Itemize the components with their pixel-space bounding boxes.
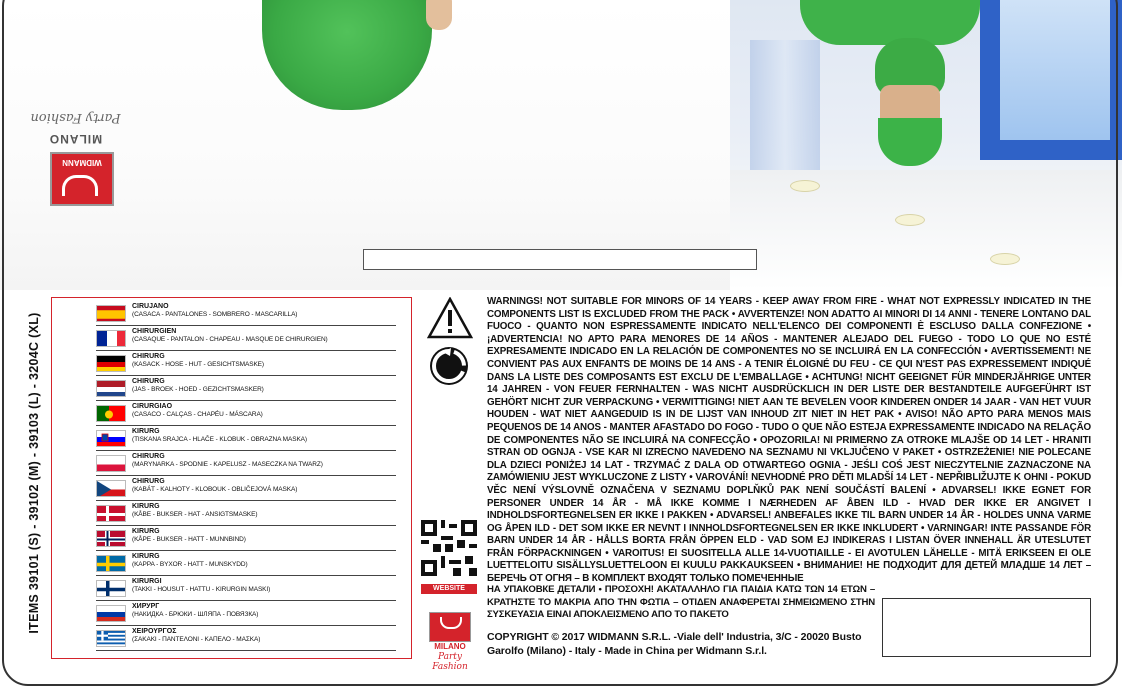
- label-strip: [363, 249, 757, 270]
- ceiling-light: [790, 180, 820, 192]
- list-item: KIRURG (KAPPA - BYXOR - HATT - MUNSKYDD): [96, 553, 396, 576]
- list-item: CHIRURGIEN (CASAQUE - PANTALON - CHAPEAU - MASQUE DE CHIRURGIEN): [96, 328, 396, 351]
- copyright-text: COPYRIGHT © 2017 WIDMANN S.R.L. -Viale dell' Industria, 3/C - 20020 Busto Garolfo (Milano) - Italy - Made in China per Widmann S.r.l.: [487, 631, 862, 657]
- green-dot-recycle-icon: [429, 346, 469, 386]
- list-item: KIRURGI (TAKKI - HOUSUT - HATTU - KIRURGIN MASKI): [96, 578, 396, 601]
- flag-si-icon: [96, 430, 126, 447]
- flag-ru-icon: [96, 605, 126, 622]
- brand-city: MILANO: [48, 132, 103, 146]
- qr-code-icon: [421, 520, 477, 576]
- brand-badge-icon: [429, 612, 471, 642]
- flag-se-icon: [96, 555, 126, 572]
- curtain: [750, 40, 820, 190]
- list-item: KIRURG (KÅBE - BUKSER - HAT - ANSIGTSMASKE): [96, 503, 396, 526]
- flag-pl-icon: [96, 455, 126, 472]
- list-item: CHIRURG (KASACK - HOSE - HUT - GESICHTSMASKE): [96, 353, 396, 376]
- warnings-text: WARNINGS! NOT SUITABLE FOR MINORS OF 14 YEARS - KEEP AWAY FROM FIRE - WHAT NOT EXPRESSLY INDICATED IN THE COMPONENTS LIST IS EXCLUDED FROM THE PACK • AVVERTENZE! NON ADATTO AI MINORI DI 14 ANNI - TENERE LONTANO DAL FUOCO - QUANTO NON ESPRESSAMENTE INDICATO NELL'ELENCO DEI COMPONENTI È ESCLUSO DALLA CONFEZIONE • ¡ADVERTENCIA! NO APTO PARA MENORES DE 14 AÑOS - MANTENER ALEJADO DEL FUEGO - TODO LO QUE NO ESTÉ EXPRESAMENTE INDICADO EN LA RELACIÓN DE COMPONENTES NO SE INCLUIRÁ EN LA CONFECCIÓN • AVERTISSEMENT! NE CONVIENT PAS AUX ENFANTS DE MOINS DE 14 ANS - A TENIR ÉLOIGNÉ DU FEU - CE QUI N'EST PAS EXPRESSEMENT INDIQUÉ DANS LA LISTE DES COMPOSANTS EST EXCLU DE L'EMBALLAGE • ACHTUNG! NICHT GEEIGNET FÜR MINDERJÄHRIGE UNTER 14 JAHREN - VON FEUER FERNHALTEN - WAS NICHT AUSDRÜCKLICH IN DER LISTE DER BESTANDTEILE AUFGEFÜHRT IST GEHÖRT NICHT ZUR VERPACKUNG • VERWITTIGING! NIET AAN TE BEVELEN VOOR KINDEREN ONDER 14 JAAR - VAN HET VUUR HOUDEN - WAT NIET AANGEDUID IS IN DE LIJST VAN INHOUD ZIT NIET IN HET PAK • AVISO! NÃO APTO PARA MENOS MAIS PEQUENOS DE 14 ANOS - MANTER AFASTADO DO FOGO - TUDO O QUE NÃO ESTEJA EXPRESSAMENTE INDICADO NA RELAÇÃO DE COMPONENTES NÃO SE INCLUIRÁ NA CONFECÇÃO • OPOZORILA! NI PRIMERNO ZA OTROKE MLAJŠE OD 14 LET - HRANITI STRAN OD OGNJA - VSE KAR NI IZRECNO NAVEDENO NA SEZNAMU NI VKLJUČENO V PAKET • OSTRZEŻENIE! NIE POLECANE DLA DZIECI PONIŻEJ 14 LAT - TRZYMAĆ Z DALA OD OTWARTEGO OGNIA - JEŚLI COŚ JEST NIECZYTELNIE ZAZNACZONE NA ZAMÓWIENIU JEST WYKLUCZONE Z LISTY • VAROVÁNÍ! NEVHODNÉ PRO DĚTI MLADŠÍ 14 LET - NEPŘIBLIŽUJTE K OHNI - POKUD VĚC NENÍ VÝSLOVNĚ OZNAČENA V SEZNAMU DOPLŇKŮ PAK NENÍ SOUČÁSTÍ BALENÍ • ADVARSEL! IKKE EGNET FOR PERSONER UNDER 14 ÅR - MÅ IKKE KOMME I NÆRHEDEN AF ÅBEN ILD - HVAD DER IKKE ER ANGIVET I INDHOLDSFORTEGNELSEN ER IKKE I PAKKEN • ADVARSEL! ANBEFALES IKKE TIL BARN UNDER 14 ÅR - HOLDES UNNA VARME OG ÅPEN ILD - DET SOM IKKE ER NEVNT I INNHOLDSFORTEGNELSEN ER IKKE INKLUDERT • VARNINGAR! INTE PASSANDE FÖR BARN UNDER 14 ÅR - HÅLLS BORTA FRÅN ÖPPEN ELD - VAD SOM EJ INDIKERAS I LISTAN ÖVER INNEHALL ÄR UTESLUTET FRÅN FÖRPACKNINGEN • VAROITUS! EI SUOSITELLA ALLE 14-VUOTIAILLE - EI AVOTULEN LÄHELLE - MITÄ ERIKSEEN EI OLE LUETTELOITU SISÄLLYSLUETTELOON EI KUULU PAKKAUKSEEN • ВНИМАНИЕ! НЕ ПОДХОДИТ ДЛЯ ДЕТЕЙ МЛАДШЕ 14 ЛЕТ – БЕРЕЧЬ ОТ ОГНЯ – В КОМПЛЕКТ ВХОДЯТ ТОЛЬКО ПОМЕЧЕННЫЕ: [487, 296, 1091, 585]
- website-label: WEBSITE: [421, 584, 477, 594]
- ceiling-light: [990, 253, 1020, 265]
- brand-city: MILANO: [434, 642, 466, 651]
- model-green-mask: [262, 0, 432, 110]
- flag-cz-icon: [96, 480, 126, 497]
- language-list: [51, 297, 412, 659]
- list-item: CHIRURG (MARYNARKA - SPODNIE - KAPELUSZ - MASECZKA NA TWARZ): [96, 453, 396, 476]
- window-glass: [1000, 0, 1110, 140]
- flag-de-icon: [96, 355, 126, 372]
- brand-script: Party Fashion: [30, 110, 121, 125]
- flag-fi-icon: [96, 580, 126, 597]
- list-item: CHIRURG (JAS - BROEK - HOED - GEZICHTSMASKER): [96, 378, 396, 401]
- list-item: CIRURGIAO (CASACO - CALÇAS - CHAPÉU - MÁSCARA): [96, 403, 396, 426]
- floor: [730, 170, 1122, 290]
- list-item: KIRURG (KÅPE - BUKSER - HATT - MUNNBIND): [96, 528, 396, 551]
- warning-triangle-icon: [427, 297, 473, 339]
- list-item: CIRUJANO (CASACA - PANTALONES - SOMBRERO - MASCARILLA): [96, 303, 396, 326]
- ceiling-light: [895, 214, 925, 226]
- flag-no-icon: [96, 530, 126, 547]
- list-item: ХИРУРГ (НАКИДКА - БРЮКИ - ШЛЯПА - ПОВЯЗКА): [96, 603, 396, 626]
- list-item: ΧΕΙΡΟΥΡΓΟΣ (ΣΑΚΑΚΙ - ΠΑΝΤΕΛΟΝΙ - ΚΑΠΕΛΟ - ΜΑΣΚΑ): [96, 628, 396, 651]
- flag-es-icon: [96, 305, 126, 322]
- list-item: CHIRURG (KABÁT - KALHOTY - KLOBOUK - OBLIČEJOVÁ MASKA): [96, 478, 396, 501]
- brand-badge: WIDMANN: [50, 152, 114, 206]
- list-item: KIRURG (TISKANA SRAJCA - HLAČE - KLOBUK - OBRAZNA MASKA): [96, 428, 396, 451]
- model-ear: [426, 0, 452, 30]
- flag-fr-icon: [96, 330, 126, 347]
- product-photo: [0, 0, 1122, 290]
- flag-nl-icon: [96, 380, 126, 397]
- warnings-text-greek: НА УПАКОВКЕ ДЕТАЛИ • ΠΡΟΣΟΧΗ! ΑΚΑΤΑΛΛΗΛΟ ΓΙΑ ΠΑΙΔΙΑ ΚΑΤΩ ΤΩΝ 14 ΕΤΩΝ – ΚΡΑΤΗΣΤΕ ΤΟ ΜΑΚΡΙΑ ΑΠΟ ΤΗΝ ΦΩΤΙΑ – ΟΤΙΔΕΝ ΑΝΑΦΕΡΕΤΑΙ ΣΗΜΕΙΩΜΕΝΟ ΣΤΗΝ ΣΥΣΚΕΥΑΣΙΑ ΕΙΝΑΙ ΑΠΟΚΛΕΙΣΜΕΝΟ ΑΠΟ ΤΟ ΠΑΚΕΤΟ: [487, 584, 875, 621]
- flag-gr-icon: [96, 630, 126, 647]
- brand-logo-bottom: [419, 612, 481, 670]
- brand-script: Party Fashion: [432, 652, 468, 672]
- flag-dk-icon: [96, 505, 126, 522]
- items-code: ITEMS 39101 (S) - 39102 (M) - 39103 (L) - 3204C (XL): [27, 312, 41, 634]
- barcode-box: [882, 598, 1091, 657]
- brand-logo: [18, 110, 133, 210]
- flag-pt-icon: [96, 405, 126, 422]
- surgeon-scrubs: [800, 0, 980, 45]
